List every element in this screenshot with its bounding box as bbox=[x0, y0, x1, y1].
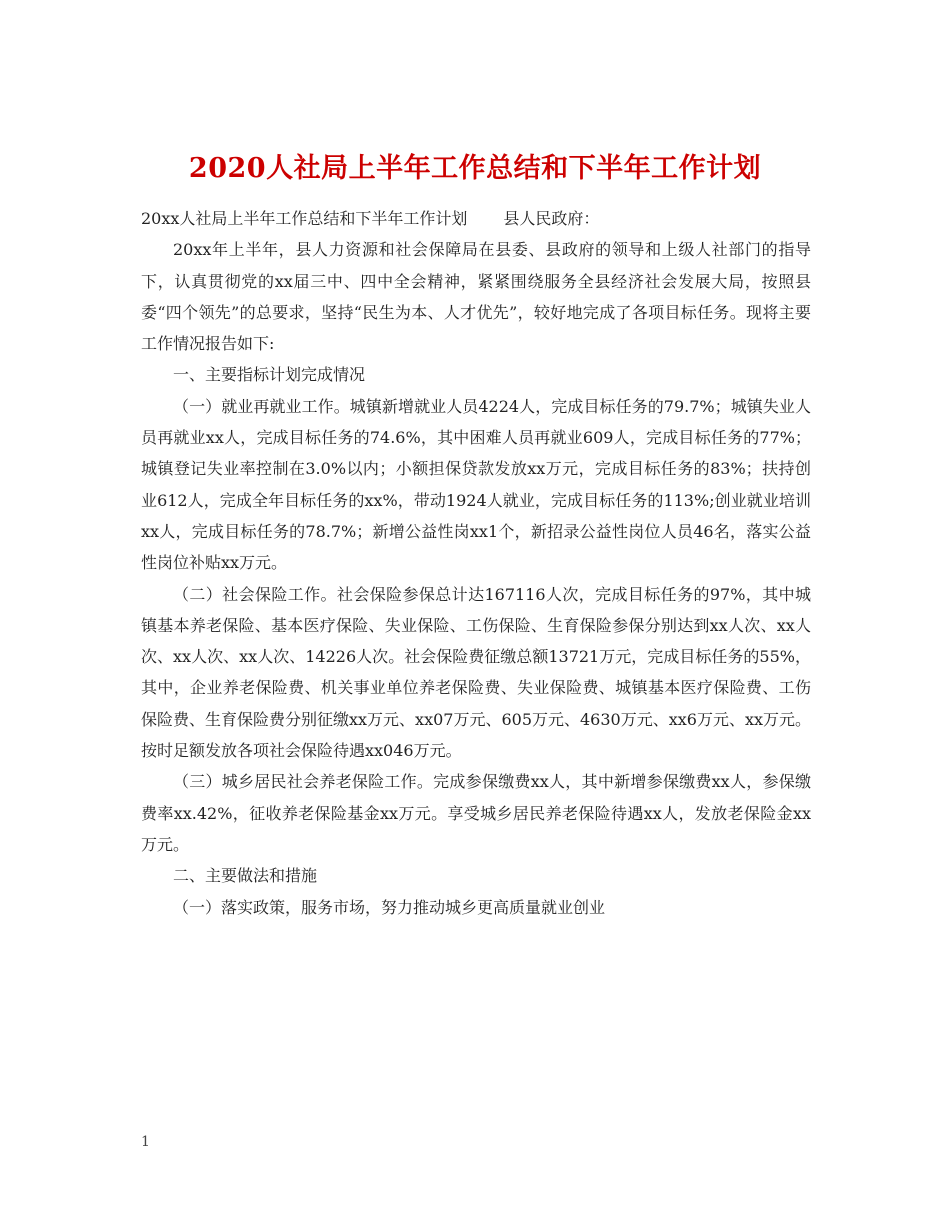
document-body bbox=[141, 203, 811, 923]
paragraph-employment: （一）就业再就业工作。城镇新增就业人员4224人，完成目标任务的79.7%；城镇失业人员再就业xx人，完成目标任务的74.6%，其中困难人员再就业609人，完成目标任务的77%；城镇登记失业率控制在3.0%以内；小额担保贷款发放xx万元，完成目标任务的83%；扶持创业612人，完成全年目标任务的xx%，带动1924人就业，完成目标任务的113%;创业就业培训xx人，完成目标任务的78.7%；新增公益性岗xx1个，新招录公益性岗位人员46名，落实公益性岗位补贴xx万元。 bbox=[141, 396, 811, 573]
document-subtitle: 20xx人社局上半年工作总结和下半年工作计划 bbox=[141, 209, 468, 228]
paragraph-intro: 20xx年上半年，县人力资源和社会保障局在县委、县政府的领导和上级人社部门的指导下，认真贯彻党的xx届三中、四中全会精神，紧紧围绕服务全县经济社会发展大局，按照县委“四个领先”的总要求，坚持“民生为本、人才优先”，较好地完成了各项目标任务。现将主要工作情况报告如下: bbox=[141, 240, 811, 354]
subsection-heading-1: （一）落实政策，服务市场，努力推动城乡更高质量就业创业 bbox=[173, 897, 606, 917]
paragraph-social-insurance: （二）社会保险工作。社会保险参保总计达167116人次，完成目标任务的97%，其中城镇基本养老保险、基本医疗保险、失业保险、工伤保险、生育保险参保分别达到xx人次、xx人次、xx人次、xx人次、14226人次。社会保险费征缴总额13721万元，完成目标任务的55%，其中，企业养老保险费、机关事业单位养老保险费、失业保险费、城镇基本医疗保险费、工伤保险费、生育保险费分别征缴xx万元、xx07万元、605万元、4630万元、xx6万元、xx万元。按时足额发放各项社会保险待遇xx046万元。 bbox=[141, 584, 811, 761]
section-heading-2: 二、主要做法和措施 bbox=[173, 866, 318, 886]
header-line bbox=[141, 203, 811, 234]
section-heading-1: 一、主要指标计划完成情况 bbox=[173, 365, 366, 385]
page-number: 1 bbox=[141, 1134, 150, 1150]
document-title: 2020人社局上半年工作总结和下半年工作计划 bbox=[188, 153, 762, 185]
paragraph-pension: （三）城乡居民社会养老保险工作。完成参保缴费xx人，其中新增参保缴费xx人，参保缴费率xx.42%，征收养老保险基金xx万元。享受城乡居民养老保险待遇xx人，发放老保险金xx万元。 bbox=[141, 772, 811, 854]
addressee: 县人民政府： bbox=[503, 209, 600, 228]
